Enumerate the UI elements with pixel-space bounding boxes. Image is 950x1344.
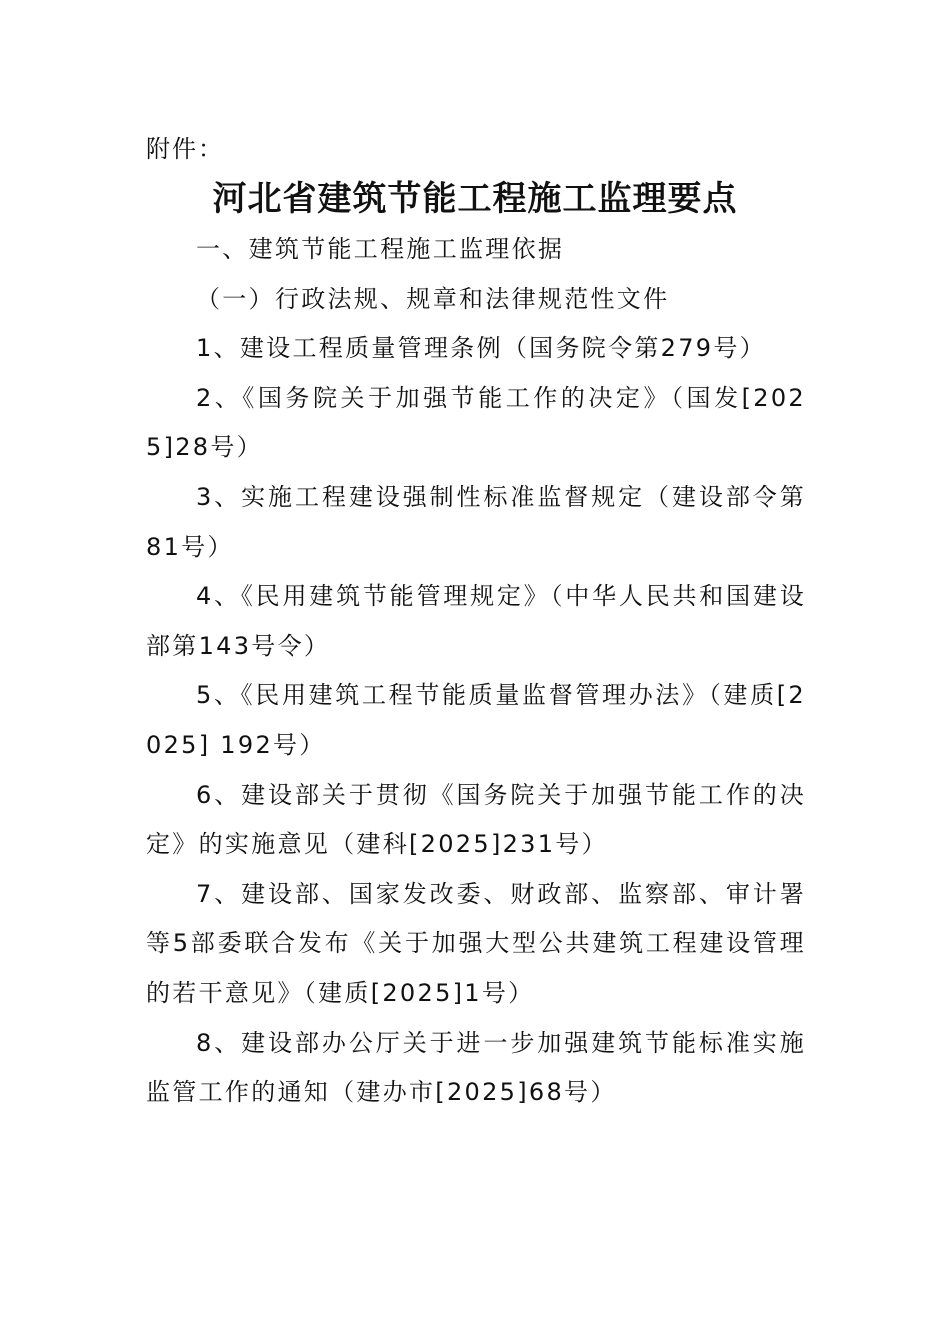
list-item: 6、建设部关于贯彻《国务院关于加强节能工作的决定》的实施意见（建科[2025]231号） [146, 780, 806, 859]
document-body [146, 225, 806, 1118]
section-heading: 一、建筑节能工程施工监理依据 [196, 235, 565, 263]
list-item: 7、建设部、国家发改委、财政部、监察部、审计署等5部委联合发布《关于加强大型公共建筑工程建设管理的若干意见》（建质[2025]1号） [146, 879, 806, 1007]
list-item: 5、《民用建筑工程节能质量监督管理办法》（建质[2025] 192号） [146, 681, 806, 759]
list-item: 4、《民用建筑节能管理规定》（中华人民共和国建设部第143号令） [146, 582, 806, 660]
attachment-label: 附件： [146, 135, 224, 163]
document-title: 河北省建筑节能工程施工监理要点 [212, 179, 738, 219]
list-item: 1、建设工程质量管理条例（国务院令第279号） [196, 334, 766, 363]
subsection-heading: （一）行政法规、规章和法律规范性文件 [196, 284, 670, 313]
list-item: 8、建设部办公厅关于进一步加强建筑节能标准实施监管工作的通知（建办市[2025]68号） [146, 1028, 806, 1107]
list-item: 2、《国务院关于加强节能工作的决定》（国发[2025]28号） [146, 383, 806, 462]
list-item: 3、实施工程建设强制性标准监督规定（建设部令第81号） [146, 482, 806, 561]
